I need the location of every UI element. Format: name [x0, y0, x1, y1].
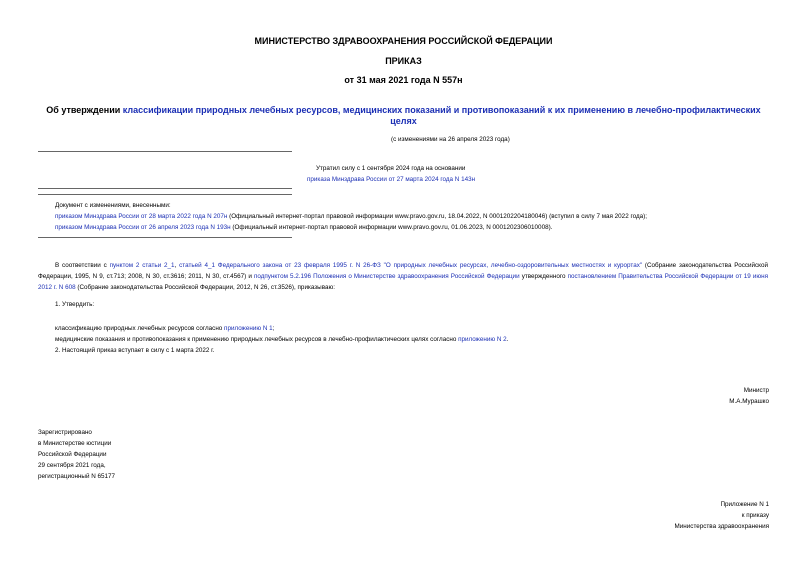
ministry-heading: МИНИСТЕРСТВО ЗДРАВООХРАНЕНИЯ РОССИЙСКОЙ ФЕДЕРАЦИИ — [254, 36, 553, 46]
order-item-1: 1. Утвердить: — [55, 301, 95, 308]
registration-line: регистрационный N 65177 — [38, 473, 116, 480]
line-text: классификацию природных лечебных ресурсов согласно — [55, 325, 225, 332]
line-text: ; — [272, 325, 275, 332]
change-item — [55, 222, 552, 233]
divider — [38, 237, 292, 238]
divider — [38, 188, 292, 189]
line-text: . — [506, 336, 509, 343]
title-link[interactable]: классификации природных лечебных ресурсов, медицинских показаний и противопоказаний к их применению в лечебно-профилактических — [122, 105, 761, 115]
document-date-number: от 31 мая 2021 года N 557н — [344, 75, 463, 85]
preamble-link[interactable]: постановлением Правительства Российской Федерации от 19 июня 2012 г. N 608 — [38, 273, 769, 291]
title-prefix: Об утверждении — [46, 105, 123, 115]
change-text: (Официальный интернет-портал правовой информации www.pravo.gov.ru, 01.06.2023, N 0001202306010008). — [230, 224, 553, 231]
change-text: (Официальный интернет-портал правовой информации www.pravo.gov.ru, 18.04.2022, N 0001202204180046) (вступил в силу 7 мая 2022 года); — [227, 213, 647, 220]
preamble-text: , — [174, 262, 180, 269]
preamble-text: (Собрание законодательства Российской Федерации, 1995, N 9, ст.713; 2008, N 30, ст.3616; 2011, N 30, ст.4567) и — [38, 262, 769, 280]
registration-line: Зарегистрировано — [38, 429, 92, 436]
registration-line: в Министерстве юстиции — [38, 440, 112, 447]
preamble-text: В соответствии с — [55, 262, 110, 269]
approve-line-a — [55, 323, 274, 334]
document-type: ПРИКАЗ — [385, 56, 422, 66]
appendix-line: к приказу — [741, 512, 769, 519]
title-link-line2[interactable]: целях — [390, 116, 417, 126]
appendix-line: Приложение N 1 — [720, 501, 769, 508]
document-title — [0, 105, 807, 127]
expired-text: Утратил силу с 1 сентября 2024 года на основании — [316, 165, 466, 172]
divider — [38, 194, 292, 195]
preamble-paragraph — [38, 260, 768, 293]
expired-link[interactable]: приказа Минздрава России от 27 марта 2024 года N 143н — [307, 176, 476, 183]
preamble-text: утвержденного — [519, 273, 568, 280]
registration-block — [38, 427, 115, 482]
appendix-line: Министерства здравоохранения — [674, 523, 769, 530]
divider — [38, 151, 292, 152]
change-item — [55, 211, 647, 222]
appendix-1-link[interactable]: приложению N 1 — [224, 325, 273, 332]
amendments-note: (с изменениями на 26 апреля 2023 года) — [391, 136, 510, 143]
line-text: медицинские показания и противопоказания к применению природных лечебных ресурсов в лечебно-профилактических целях согласно — [55, 336, 459, 343]
change-link[interactable]: приказом Минздрава России от 28 марта 2022 года N 207н — [55, 213, 228, 220]
signature-position: Министр — [743, 387, 769, 394]
preamble-link[interactable]: пунктом 2 статьи 2_1 — [109, 262, 175, 269]
order-item-2: 2. Настоящий приказ вступает в силу с 1 марта 2022 г. — [55, 347, 215, 354]
registration-line: 29 сентября 2021 года, — [38, 462, 106, 469]
preamble-text: (Собрание законодательства Российской Федерации, 2012, N 26, ст.3526), приказываю: — [75, 284, 335, 291]
appendix-header — [675, 499, 769, 532]
registration-line: Российской Федерации — [38, 451, 107, 458]
signature-name: М.А.Мурашко — [729, 398, 769, 405]
changes-heading: Документ с изменениями, внесенными: — [55, 202, 171, 209]
approve-line-b — [55, 334, 508, 345]
appendix-2-link[interactable]: приложению N 2 — [458, 336, 507, 343]
change-link[interactable]: приказом Минздрава России от 26 апреля 2023 года N 193н — [55, 224, 231, 231]
preamble-link[interactable]: статьей 4_1 Федерального закона от 23 февраля 1995 г. N 26-ФЗ "О природных лечебных ресурсах, лечебно-оздоровительных местностях и курортах" — [179, 262, 643, 269]
preamble-link[interactable]: подпунктом 5.2.196 Положения о Министерстве здравоохранения Российской Федерации — [253, 273, 520, 280]
